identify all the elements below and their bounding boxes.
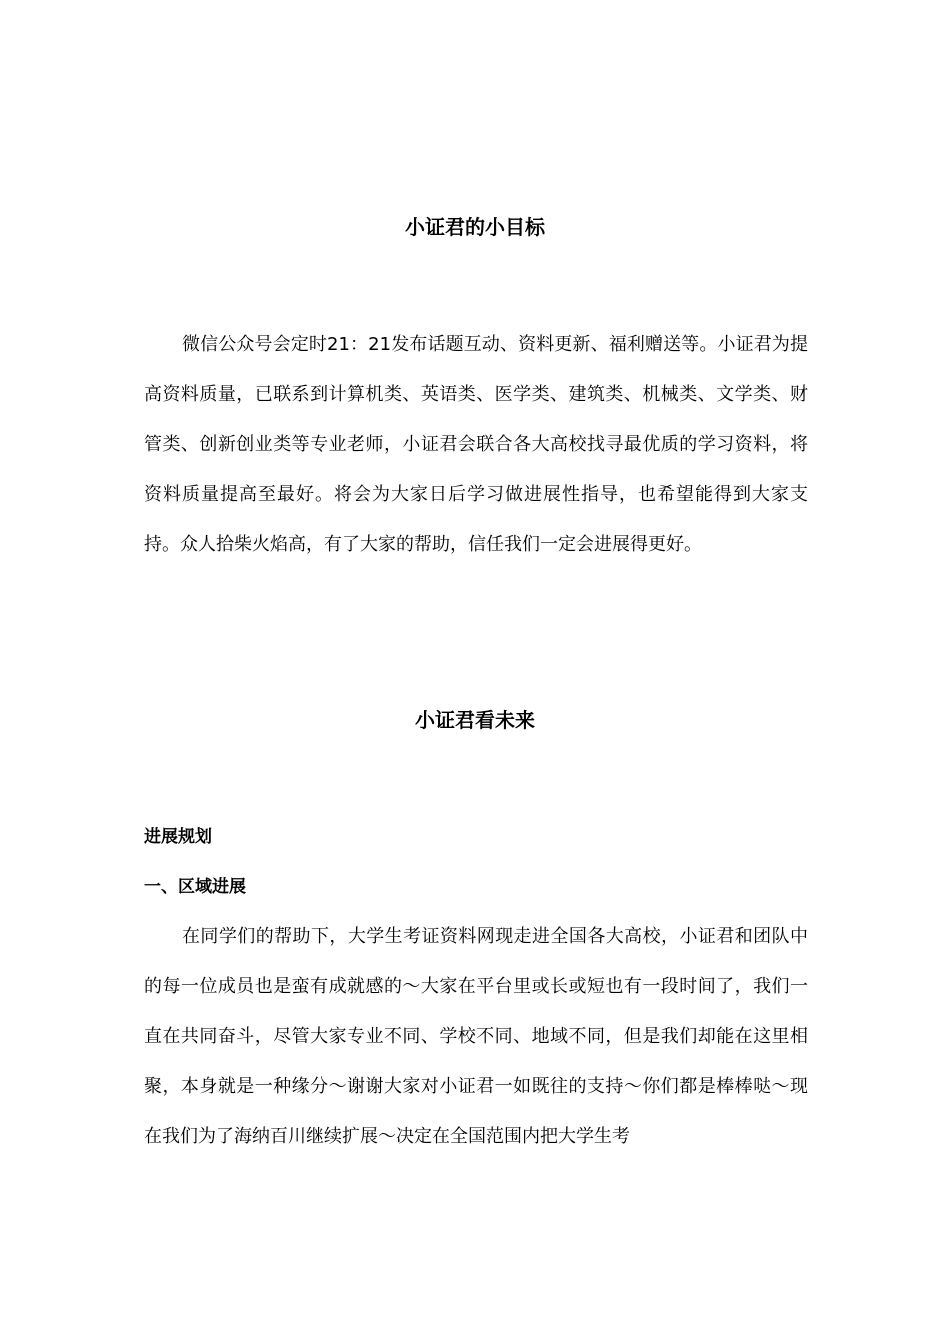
regional-development-paragraph: 在同学们的帮助下，大学生考证资料网现走进全国各大高校，小证君和团队中的每一位成员也是蛮有成就感的～大家在平台里或长或短也有一段时间了，我们一直在共同奋斗，尽管大家专业不同、学校不同、地域不同，但是我们却能在这里相聚，本身就是一种缘分～谢谢大家对小证君一如既往的支持～你们都是棒棒哒～现在我们为了海纳百川继续扩展～决定在全国范围内把大学生考 — [144, 926, 808, 1147]
regional-development-subheading: 一、区域进展 — [144, 877, 246, 897]
goals-paragraph: 微信公众号会定时21：21发布话题互动、资料更新、福利赠送等。小证君为提高资料质量，已联系到计算机类、英语类、医学类、建筑类、机械类、文学类、财管类、创新创业类等专业老师，小证君会联合各大高校找寻最优质的学习资料，将资料质量提高至最好。将会为大家日后学习做进展性指导，也希望能得到大家支持。众人拾柴火焰高，有了大家的帮助，信任我们一定会进展得更好。 — [144, 334, 808, 555]
development-plan-heading: 进展规划 — [144, 827, 212, 847]
section-title-future: 小证君看未来 — [415, 708, 535, 732]
section-title-goals: 小证君的小目标 — [405, 215, 545, 239]
